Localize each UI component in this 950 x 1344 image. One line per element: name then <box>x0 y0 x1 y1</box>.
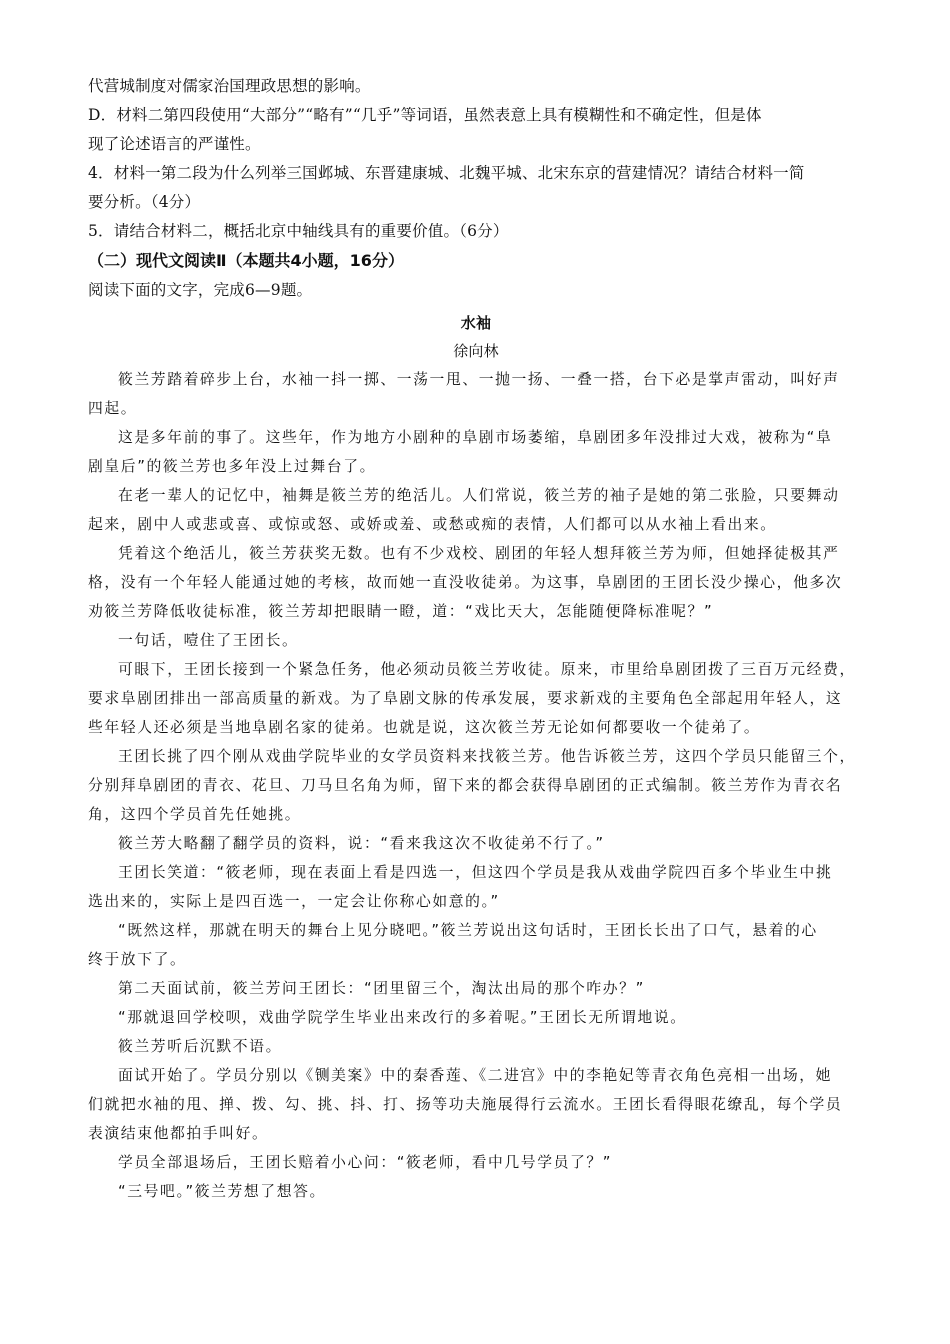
story-paragraph <box>88 1032 864 1061</box>
question-line: 4．材料一第二段为什么列举三国邺城、东晋建康城、北魏平城、北宋东京的营建情况？请结合材料一简 <box>88 164 805 182</box>
paragraph-line: 表演结束他都拍手叫好。 <box>88 1125 269 1142</box>
paragraph-line: 四起。 <box>88 400 138 417</box>
paragraph-line: 起来，剧中人或悲或喜、或惊或怒、或娇或羞、或愁或痴的表情，人们都可以从水袖上看出来。 <box>88 516 777 533</box>
story-paragraph <box>88 829 864 858</box>
story-title: 水袖 <box>460 314 492 332</box>
paragraph-line: 凭着这个绝活儿，筱兰芳获奖无数。也有不少戏校、剧团的年轻人想拜筱兰芳为师，但她择徒极其严 <box>118 545 840 562</box>
story-paragraph <box>88 1061 864 1148</box>
paragraph-line: 可眼下，王团长接到一个紧急任务，他必须动员筱兰芳收徒。原来，市里给阜剧团拨了三百万元经费， <box>118 661 856 678</box>
questions-block <box>88 72 864 246</box>
paragraph-line: “三号吧。”筱兰芳想了想答。 <box>118 1183 326 1200</box>
paragraph-line: 选出来的，实际上是四百选一，一定会让你称心如意的。” <box>88 893 500 910</box>
story-paragraph <box>88 1177 864 1206</box>
paragraph-line: 在老一辈人的记忆中，袖舞是筱兰芳的绝活儿。人们常说，筱兰芳的袖子是她的第二张脸，只要舞动 <box>118 487 840 504</box>
story-paragraph <box>88 1003 864 1032</box>
paragraph-line: 要求阜剧团排出一部高质量的新戏。为了阜剧文脉的传承发展，要求新戏的主要角色全部起用年轻人，这 <box>88 690 843 707</box>
question-line: 代营城制度对儒家治国理政思想的影响。 <box>88 77 371 95</box>
story-paragraph <box>88 858 864 916</box>
story-paragraph <box>88 365 864 423</box>
story-paragraph <box>88 481 864 539</box>
paragraph-line: 终于放下了。 <box>88 951 187 968</box>
paragraph-line: 一句话，噎住了王团长。 <box>118 632 299 649</box>
section-heading: （二）现代文阅读Ⅱ（本题共4小题，16分） <box>88 251 404 270</box>
story-paragraph <box>88 1148 864 1177</box>
story-paragraph <box>88 423 864 481</box>
story-paragraph <box>88 742 864 829</box>
paragraph-line: 学员全部退场后，王团长赔着小心问：“筱老师，看中几号学员了？” <box>118 1154 613 1171</box>
paragraph-line: 王团长笑道：“筱老师，现在表面上看是四选一，但这四个学员是我从戏曲学院四百多个毕业生中挑 <box>118 864 833 881</box>
paragraph-line: 筱兰芳踏着碎步上台，水袖一抖一掷、一荡一甩、一抛一扬、一叠一搭，台下必是掌声雷动，叫好声 <box>118 371 840 388</box>
question-line: 现了论述语言的严谨性。 <box>88 135 261 153</box>
story-paragraph <box>88 655 864 742</box>
paragraph-line: 面试开始了。学员分别以《铡美案》中的秦香莲、《二进宫》中的李艳妃等青衣角色亮相一出场，她 <box>118 1067 833 1084</box>
story-author: 徐向林 <box>453 342 499 360</box>
paragraph-line: 们就把水袖的甩、掸、拨、勾、挑、抖、打、扬等功夫施展得行云流水。王团长看得眼花缭乱，每个学员 <box>88 1096 843 1113</box>
story-paragraph <box>88 626 864 655</box>
paragraph-line: 王团长挑了四个刚从戏曲学院毕业的女学员资料来找筱兰芳。他告诉筱兰芳，这四个学员只能留三个， <box>118 748 856 765</box>
paragraph-line: 分别拜阜剧团的青衣、花旦、刀马旦名角为师，留下来的都会获得阜剧团的正式编制。筱兰芳作为青衣名 <box>88 777 843 794</box>
paragraph-line: 劝筱兰芳降低收徒标准，筱兰芳却把眼睛一瞪，道：“戏比天大，怎能随便降标准呢？” <box>88 603 714 620</box>
reading-instruction: 阅读下面的文字，完成6—9题。 <box>88 281 313 299</box>
question-line: D．材料二第四段使用“大部分”“略有”“几乎”等词语，虽然表意上具有模糊性和不确定性，但是体 <box>88 106 762 124</box>
paragraph-line: “既然这样，那就在明天的舞台上见分晓吧。”筱兰芳说出这句话时，王团长长出了口气，悬着的心 <box>118 922 818 939</box>
paragraph-line: 筱兰芳大略翻了翻学员的资料，说：“看来我这次不收徒弟不行了。” <box>118 835 605 852</box>
paragraph-line: “那就退回学校呗，戏曲学院学生毕业出来改行的多着呢。”王团长无所谓地说。 <box>118 1009 687 1026</box>
paragraph-line: 角，这四个学员首先任她挑。 <box>88 806 302 823</box>
paragraph-line: 格，没有一个年轻人能通过她的考核，故而她一直没收徒弟。为这事，阜剧团的王团长没少操心，他多次 <box>88 574 843 591</box>
page-content <box>88 72 864 1206</box>
story-paragraph <box>88 916 864 974</box>
paragraph-line: 第二天面试前，筱兰芳问王团长：“团里留三个，淘汰出局的那个咋办？” <box>118 980 645 997</box>
story-body <box>88 365 864 1206</box>
paragraph-line: 这是多年前的事了。这些年，作为地方小剧种的阜剧市场萎缩，阜剧团多年没排过大戏，被称为“阜 <box>118 429 833 446</box>
question-line: 要分析。（4分） <box>88 193 201 211</box>
paragraph-line: 些年轻人还必须是当地阜剧名家的徒弟。也就是说，这次筱兰芳无论如何都要收一个徒弟了。 <box>88 719 761 736</box>
paragraph-line: 筱兰芳听后沉默不语。 <box>118 1038 282 1055</box>
story-paragraph <box>88 974 864 1003</box>
question-line: 5．请结合材料二，概括北京中轴线具有的重要价值。（6分） <box>88 222 509 240</box>
story-paragraph <box>88 539 864 626</box>
paragraph-line: 剧皇后”的筱兰芳也多年没上过舞台了。 <box>88 458 377 475</box>
